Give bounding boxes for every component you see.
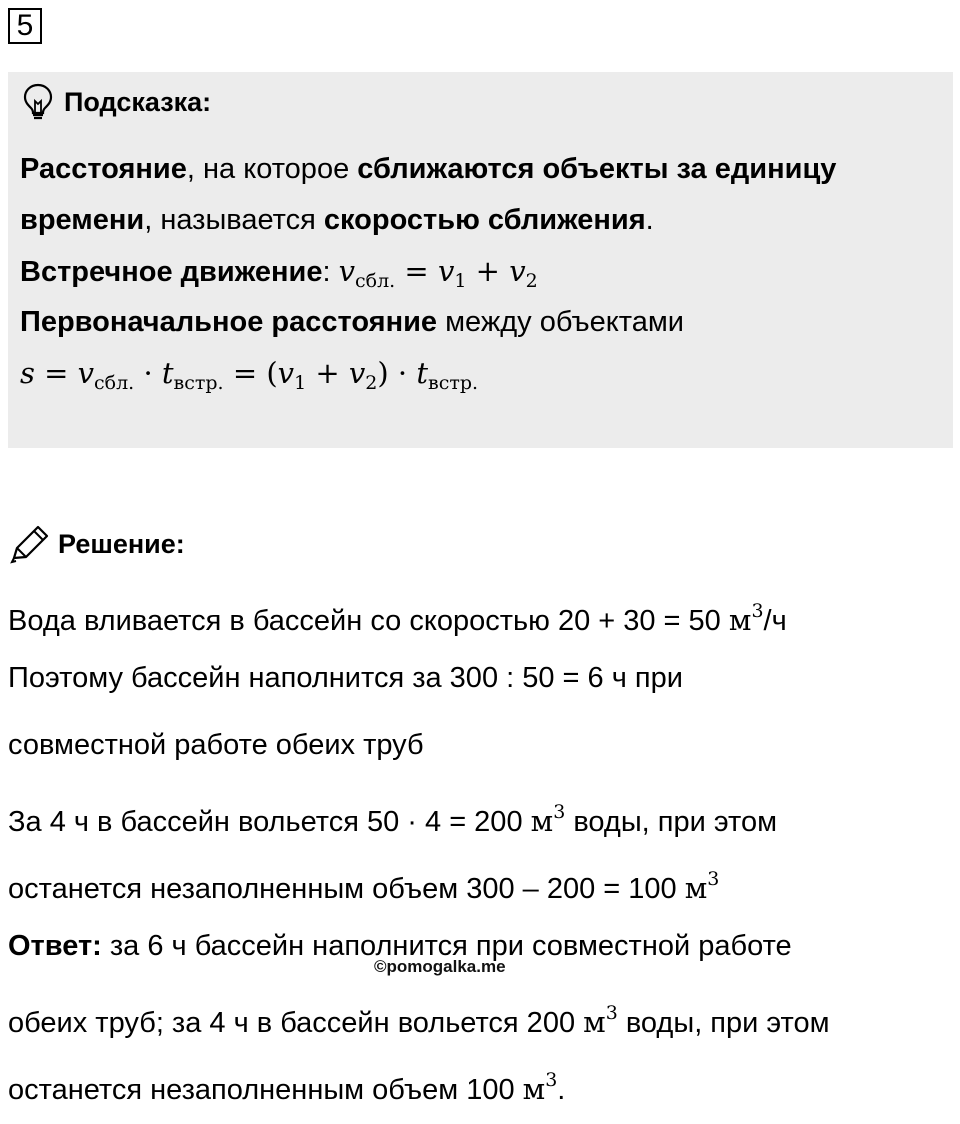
solution-line-1: Вода вливается в бассейн со скоростью 20 + 30 = 50 $м^3/ч$ <box>8 600 787 637</box>
hint-box <box>8 72 953 448</box>
hint-line-3: Встречное движение: $v_{сбл.} = v_1 + v_2$ <box>20 254 538 292</box>
answer-label: Ответ: <box>8 930 102 962</box>
hint-line-2: времени, называется скоростью сближения. <box>20 204 654 236</box>
hint-line-5: $s = v_{сбл.} \cdot t_{встр.} = (v_1 + v_2) \cdot t_{встр.}$ <box>20 356 479 394</box>
task-number: 5 <box>8 8 42 44</box>
solution-title: Решение: <box>58 528 185 559</box>
solution-line-2: Поэтому бассейн наполнится за 300 : 50 = 6 ч при <box>8 662 683 694</box>
solution-line-4: За 4 ч в бассейн вольется 50 · 4 = 200 $м^3$ воды, при этом <box>8 801 778 838</box>
answer-line-1: Ответ: за 6 ч бассейн наполнится при совместной работе <box>8 930 792 962</box>
solution-header <box>8 524 185 564</box>
hint-line-4: Первоначальное расстояние между объектами <box>20 306 684 338</box>
answer-line-3: останется незаполненным объем 100 $м^3$. <box>8 1069 566 1106</box>
solution-line-3: совместной работе обеих труб <box>8 729 424 761</box>
hint-title: Подсказка: <box>64 86 212 117</box>
answer-line-2: обеих труб; за 4 ч в бассейн вольется 200 $м^3$ воды, при этом <box>8 1002 830 1039</box>
solution-body <box>8 578 952 1114</box>
pencil-icon <box>8 524 50 564</box>
lightbulb-icon <box>22 83 54 121</box>
watermark: ©pomogalka.me <box>374 957 506 976</box>
hint-header <box>22 82 211 122</box>
hint-body <box>20 144 943 399</box>
hint-line-1: Расстояние, на которое сближаются объекты за единицу <box>20 153 837 185</box>
solution-line-5: останется незаполненным объем 300 – 200 = 100 $м^3$ <box>8 868 720 905</box>
